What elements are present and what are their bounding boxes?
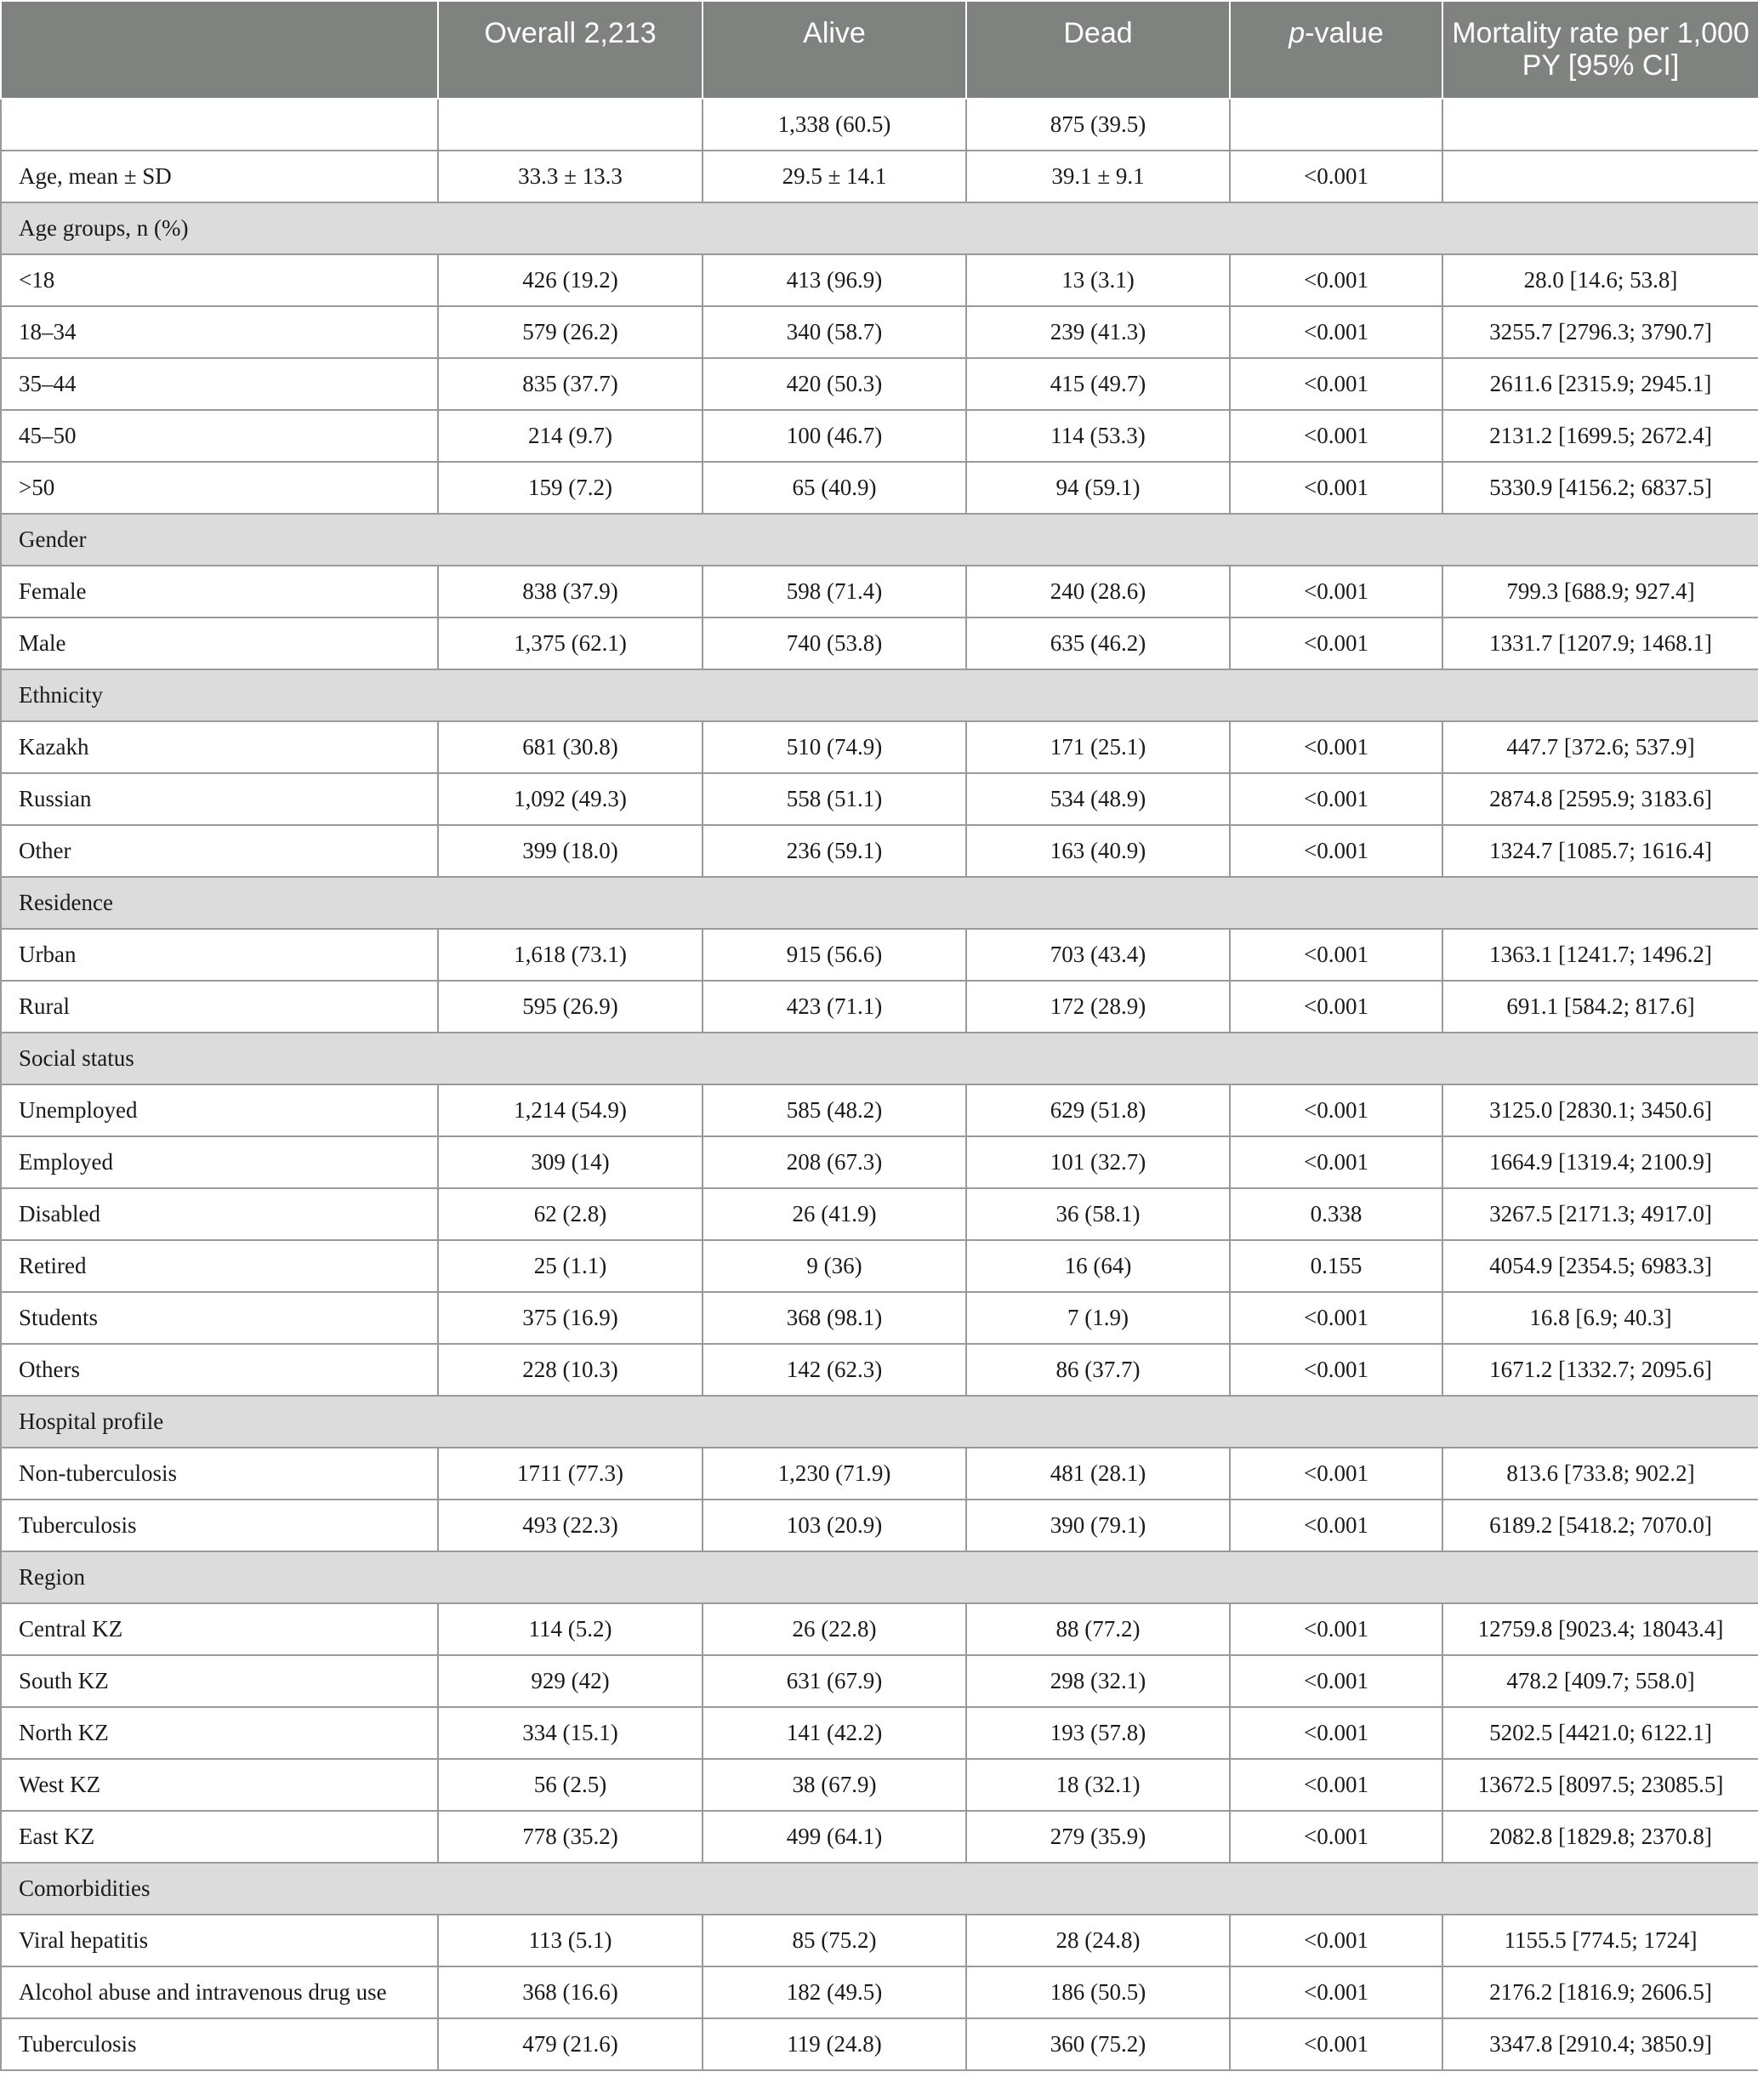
table-row: [1, 721, 1758, 773]
cell-p-value: <0.001: [1230, 254, 1442, 306]
cell-p-value: <0.001: [1230, 306, 1442, 358]
cell-p-value: <0.001: [1230, 1966, 1442, 2018]
cell-mortality-rate: 2874.8 [2595.9; 3183.6]: [1442, 773, 1758, 825]
row-label: West KZ: [1, 1759, 438, 1811]
table-row: [1, 617, 1758, 669]
section-header-row: [1, 514, 1758, 566]
cell-mortality-rate: 4054.9 [2354.5; 6983.3]: [1442, 1240, 1758, 1292]
table-row: [1, 1811, 1758, 1863]
table-row: [1, 1500, 1758, 1551]
cell-mortality-rate: 5202.5 [4421.0; 6122.1]: [1442, 1707, 1758, 1759]
cell-p-value: <0.001: [1230, 1707, 1442, 1759]
cell-mortality-rate: 1671.2 [1332.7; 2095.6]: [1442, 1344, 1758, 1396]
cell-dead: 635 (46.2): [966, 617, 1230, 669]
cell-alive: 119 (24.8): [703, 2018, 966, 2070]
cell-mortality-rate: 1363.1 [1241.7; 1496.2]: [1442, 929, 1758, 981]
row-label: Viral hepatitis: [1, 1915, 438, 1966]
section-header-row: [1, 877, 1758, 929]
cell-mortality-rate: 1664.9 [1319.4; 2100.9]: [1442, 1136, 1758, 1188]
cell-p-value: <0.001: [1230, 929, 1442, 981]
table-row: [1, 1084, 1758, 1136]
table-row: [1, 1707, 1758, 1759]
cell-alive: 420 (50.3): [703, 358, 966, 410]
cell-dead: 39.1 ± 9.1: [966, 151, 1230, 202]
cell-dead: 88 (77.2): [966, 1603, 1230, 1655]
table-row: [1, 1292, 1758, 1344]
row-label: Others: [1, 1344, 438, 1396]
table-row: [1, 773, 1758, 825]
cell-alive: 1,338 (60.5): [703, 99, 966, 151]
row-label: Central KZ: [1, 1603, 438, 1655]
cell-dead: 16 (64): [966, 1240, 1230, 1292]
table-row: [1, 1240, 1758, 1292]
cell-mortality-rate: 447.7 [372.6; 537.9]: [1442, 721, 1758, 773]
cell-overall: 399 (18.0): [438, 825, 703, 877]
row-label: Rural: [1, 981, 438, 1033]
cell-alive: 423 (71.1): [703, 981, 966, 1033]
cell-p-value: [1230, 99, 1442, 151]
cell-p-value: <0.001: [1230, 981, 1442, 1033]
cell-overall: 493 (22.3): [438, 1500, 703, 1551]
section-label: Region: [1, 1551, 1758, 1603]
table-row: [1, 306, 1758, 358]
cell-alive: 340 (58.7): [703, 306, 966, 358]
row-label: 35–44: [1, 358, 438, 410]
row-label: Other: [1, 825, 438, 877]
cell-p-value: <0.001: [1230, 151, 1442, 202]
cell-alive: 9 (36): [703, 1240, 966, 1292]
cell-mortality-rate: 13672.5 [8097.5; 23085.5]: [1442, 1759, 1758, 1811]
cell-overall: 33.3 ± 13.3: [438, 151, 703, 202]
table-body: [1, 99, 1758, 2070]
cell-alive: 558 (51.1): [703, 773, 966, 825]
header-overall: Overall 2,213: [438, 1, 703, 99]
cell-alive: 38 (67.9): [703, 1759, 966, 1811]
cell-overall: 579 (26.2): [438, 306, 703, 358]
table-row: [1, 2018, 1758, 2070]
cell-p-value: <0.001: [1230, 773, 1442, 825]
cell-overall: 1,375 (62.1): [438, 617, 703, 669]
cell-overall: 159 (7.2): [438, 462, 703, 514]
header-p-italic: p: [1289, 17, 1306, 49]
row-label: Unemployed: [1, 1084, 438, 1136]
cell-alive: 740 (53.8): [703, 617, 966, 669]
cell-dead: 163 (40.9): [966, 825, 1230, 877]
cell-p-value: <0.001: [1230, 721, 1442, 773]
cell-overall: 1,214 (54.9): [438, 1084, 703, 1136]
header-p-rest: -value: [1305, 17, 1384, 49]
header-mortality-rate: Mortality rate per 1,000 PY [95% CI]: [1442, 1, 1758, 99]
section-label: Residence: [1, 877, 1758, 929]
cell-overall: 113 (5.1): [438, 1915, 703, 1966]
cell-overall: 228 (10.3): [438, 1344, 703, 1396]
row-label: Male: [1, 617, 438, 669]
table-row: [1, 1136, 1758, 1188]
cell-overall: 929 (42): [438, 1655, 703, 1707]
cell-dead: 114 (53.3): [966, 410, 1230, 462]
table-row: [1, 825, 1758, 877]
cell-alive: 208 (67.3): [703, 1136, 966, 1188]
table-row: [1, 1188, 1758, 1240]
cell-mortality-rate: 2082.8 [1829.8; 2370.8]: [1442, 1811, 1758, 1863]
row-label: 45–50: [1, 410, 438, 462]
table-row: [1, 981, 1758, 1033]
cell-p-value: <0.001: [1230, 1292, 1442, 1344]
cell-dead: 101 (32.7): [966, 1136, 1230, 1188]
cell-mortality-rate: 2131.2 [1699.5; 2672.4]: [1442, 410, 1758, 462]
cell-dead: 36 (58.1): [966, 1188, 1230, 1240]
header-empty: [1, 1, 438, 99]
section-header-row: [1, 669, 1758, 721]
cell-dead: 18 (32.1): [966, 1759, 1230, 1811]
cell-overall: 25 (1.1): [438, 1240, 703, 1292]
cell-mortality-rate: 12759.8 [9023.4; 18043.4]: [1442, 1603, 1758, 1655]
cell-dead: 86 (37.7): [966, 1344, 1230, 1396]
cell-mortality-rate: 16.8 [6.9; 40.3]: [1442, 1292, 1758, 1344]
section-label: Ethnicity: [1, 669, 1758, 721]
table-row: [1, 99, 1758, 151]
row-label: Alcohol abuse and intravenous drug use: [1, 1966, 438, 2018]
row-label: Kazakh: [1, 721, 438, 773]
table-row: [1, 1966, 1758, 2018]
row-label: Age, mean ± SD: [1, 151, 438, 202]
cell-alive: 29.5 ± 14.1: [703, 151, 966, 202]
section-label: Hospital profile: [1, 1396, 1758, 1448]
row-label: Russian: [1, 773, 438, 825]
table-row: [1, 1915, 1758, 1966]
table-row: [1, 929, 1758, 981]
header-alive: Alive: [703, 1, 966, 99]
cell-alive: 141 (42.2): [703, 1707, 966, 1759]
section-header-row: [1, 1396, 1758, 1448]
table-row: [1, 462, 1758, 514]
section-header-row: [1, 1033, 1758, 1084]
row-label: Employed: [1, 1136, 438, 1188]
cell-p-value: <0.001: [1230, 1448, 1442, 1500]
cell-alive: 915 (56.6): [703, 929, 966, 981]
cell-dead: 240 (28.6): [966, 566, 1230, 617]
cell-mortality-rate: 799.3 [688.9; 927.4]: [1442, 566, 1758, 617]
table-row: [1, 1759, 1758, 1811]
cell-p-value: <0.001: [1230, 1759, 1442, 1811]
table-row: [1, 358, 1758, 410]
cell-alive: 1,230 (71.9): [703, 1448, 966, 1500]
cell-mortality-rate: 2176.2 [1816.9; 2606.5]: [1442, 1966, 1758, 2018]
section-header-row: [1, 1551, 1758, 1603]
cell-mortality-rate: 478.2 [409.7; 558.0]: [1442, 1655, 1758, 1707]
cell-dead: 28 (24.8): [966, 1915, 1230, 1966]
cell-alive: 598 (71.4): [703, 566, 966, 617]
section-header-row: [1, 202, 1758, 254]
section-label: Gender: [1, 514, 1758, 566]
table-row: [1, 1344, 1758, 1396]
table-row: [1, 410, 1758, 462]
section-label: Age groups, n (%): [1, 202, 1758, 254]
cell-overall: 479 (21.6): [438, 2018, 703, 2070]
cell-alive: 26 (41.9): [703, 1188, 966, 1240]
cell-dead: 390 (79.1): [966, 1500, 1230, 1551]
cell-overall: 114 (5.2): [438, 1603, 703, 1655]
cell-mortality-rate: 3255.7 [2796.3; 3790.7]: [1442, 306, 1758, 358]
cell-alive: 368 (98.1): [703, 1292, 966, 1344]
cell-alive: 26 (22.8): [703, 1603, 966, 1655]
cell-overall: 1,092 (49.3): [438, 773, 703, 825]
cell-p-value: <0.001: [1230, 410, 1442, 462]
header-p-value: [1230, 1, 1442, 99]
cell-dead: 279 (35.9): [966, 1811, 1230, 1863]
cell-mortality-rate: 1331.7 [1207.9; 1468.1]: [1442, 617, 1758, 669]
cell-alive: 100 (46.7): [703, 410, 966, 462]
cell-dead: 703 (43.4): [966, 929, 1230, 981]
cell-alive: 631 (67.9): [703, 1655, 966, 1707]
row-label: 18–34: [1, 306, 438, 358]
cell-alive: 142 (62.3): [703, 1344, 966, 1396]
cell-alive: 103 (20.9): [703, 1500, 966, 1551]
cell-p-value: <0.001: [1230, 358, 1442, 410]
cell-p-value: <0.001: [1230, 1500, 1442, 1551]
cell-overall: 56 (2.5): [438, 1759, 703, 1811]
cell-overall: 1711 (77.3): [438, 1448, 703, 1500]
row-label: <18: [1, 254, 438, 306]
table-row: [1, 1603, 1758, 1655]
cell-dead: 360 (75.2): [966, 2018, 1230, 2070]
cell-mortality-rate: 28.0 [14.6; 53.8]: [1442, 254, 1758, 306]
cell-p-value: <0.001: [1230, 1655, 1442, 1707]
row-label: Retired: [1, 1240, 438, 1292]
cell-overall: 838 (37.9): [438, 566, 703, 617]
cell-mortality-rate: 813.6 [733.8; 902.2]: [1442, 1448, 1758, 1500]
row-label: Students: [1, 1292, 438, 1344]
cell-dead: 13 (3.1): [966, 254, 1230, 306]
cell-mortality-rate: 2611.6 [2315.9; 2945.1]: [1442, 358, 1758, 410]
cell-overall: 426 (19.2): [438, 254, 703, 306]
cell-dead: 239 (41.3): [966, 306, 1230, 358]
cell-mortality-rate: [1442, 151, 1758, 202]
cell-dead: 7 (1.9): [966, 1292, 1230, 1344]
cell-alive: 182 (49.5): [703, 1966, 966, 2018]
row-label: [1, 99, 438, 151]
cell-overall: 1,618 (73.1): [438, 929, 703, 981]
cell-dead: 171 (25.1): [966, 721, 1230, 773]
cell-alive: 585 (48.2): [703, 1084, 966, 1136]
cell-overall: 778 (35.2): [438, 1811, 703, 1863]
cell-mortality-rate: 3125.0 [2830.1; 3450.6]: [1442, 1084, 1758, 1136]
cell-overall: 368 (16.6): [438, 1966, 703, 2018]
row-label: Disabled: [1, 1188, 438, 1240]
cell-mortality-rate: 5330.9 [4156.2; 6837.5]: [1442, 462, 1758, 514]
section-label: Social status: [1, 1033, 1758, 1084]
row-label: Urban: [1, 929, 438, 981]
row-label: North KZ: [1, 1707, 438, 1759]
cell-p-value: <0.001: [1230, 1603, 1442, 1655]
cell-p-value: <0.001: [1230, 462, 1442, 514]
table-row: [1, 1448, 1758, 1500]
cell-alive: 413 (96.9): [703, 254, 966, 306]
cell-dead: 629 (51.8): [966, 1084, 1230, 1136]
table-row: [1, 254, 1758, 306]
cell-mortality-rate: 1324.7 [1085.7; 1616.4]: [1442, 825, 1758, 877]
cell-overall: 214 (9.7): [438, 410, 703, 462]
section-header-row: [1, 1863, 1758, 1915]
cell-dead: 193 (57.8): [966, 1707, 1230, 1759]
cell-p-value: 0.155: [1230, 1240, 1442, 1292]
cell-dead: 415 (49.7): [966, 358, 1230, 410]
header-row: [1, 1, 1758, 99]
cell-overall: 681 (30.8): [438, 721, 703, 773]
cell-dead: 298 (32.1): [966, 1655, 1230, 1707]
cell-dead: 481 (28.1): [966, 1448, 1230, 1500]
cell-overall: 62 (2.8): [438, 1188, 703, 1240]
cell-p-value: 0.338: [1230, 1188, 1442, 1240]
cell-overall: 309 (14): [438, 1136, 703, 1188]
cell-mortality-rate: 6189.2 [5418.2; 7070.0]: [1442, 1500, 1758, 1551]
cell-mortality-rate: 1155.5 [774.5; 1724]: [1442, 1915, 1758, 1966]
cell-p-value: <0.001: [1230, 1084, 1442, 1136]
row-label: >50: [1, 462, 438, 514]
cell-mortality-rate: 3347.8 [2910.4; 3850.9]: [1442, 2018, 1758, 2070]
row-label: East KZ: [1, 1811, 438, 1863]
cell-mortality-rate: [1442, 99, 1758, 151]
row-label: Tuberculosis: [1, 1500, 438, 1551]
row-label: Non-tuberculosis: [1, 1448, 438, 1500]
cell-p-value: <0.001: [1230, 825, 1442, 877]
cell-dead: 875 (39.5): [966, 99, 1230, 151]
cell-alive: 510 (74.9): [703, 721, 966, 773]
table-row: [1, 566, 1758, 617]
cell-overall: 835 (37.7): [438, 358, 703, 410]
cell-p-value: <0.001: [1230, 1811, 1442, 1863]
cell-mortality-rate: 691.1 [584.2; 817.6]: [1442, 981, 1758, 1033]
cell-overall: 595 (26.9): [438, 981, 703, 1033]
cell-overall: 375 (16.9): [438, 1292, 703, 1344]
table-row: [1, 1655, 1758, 1707]
cell-alive: 499 (64.1): [703, 1811, 966, 1863]
cell-p-value: <0.001: [1230, 1136, 1442, 1188]
cell-dead: 534 (48.9): [966, 773, 1230, 825]
cell-overall: [438, 99, 703, 151]
cell-dead: 94 (59.1): [966, 462, 1230, 514]
cell-p-value: <0.001: [1230, 617, 1442, 669]
cell-p-value: <0.001: [1230, 1915, 1442, 1966]
cell-alive: 236 (59.1): [703, 825, 966, 877]
cell-mortality-rate: 3267.5 [2171.3; 4917.0]: [1442, 1188, 1758, 1240]
cell-alive: 65 (40.9): [703, 462, 966, 514]
cell-p-value: <0.001: [1230, 2018, 1442, 2070]
row-label: Female: [1, 566, 438, 617]
cell-alive: 85 (75.2): [703, 1915, 966, 1966]
header-dead: Dead: [966, 1, 1230, 99]
cell-p-value: <0.001: [1230, 566, 1442, 617]
table-row: [1, 151, 1758, 202]
cell-overall: 334 (15.1): [438, 1707, 703, 1759]
cell-dead: 186 (50.5): [966, 1966, 1230, 2018]
row-label: Tuberculosis: [1, 2018, 438, 2070]
section-label: Comorbidities: [1, 1863, 1758, 1915]
cell-dead: 172 (28.9): [966, 981, 1230, 1033]
row-label: South KZ: [1, 1655, 438, 1707]
cell-p-value: <0.001: [1230, 1344, 1442, 1396]
